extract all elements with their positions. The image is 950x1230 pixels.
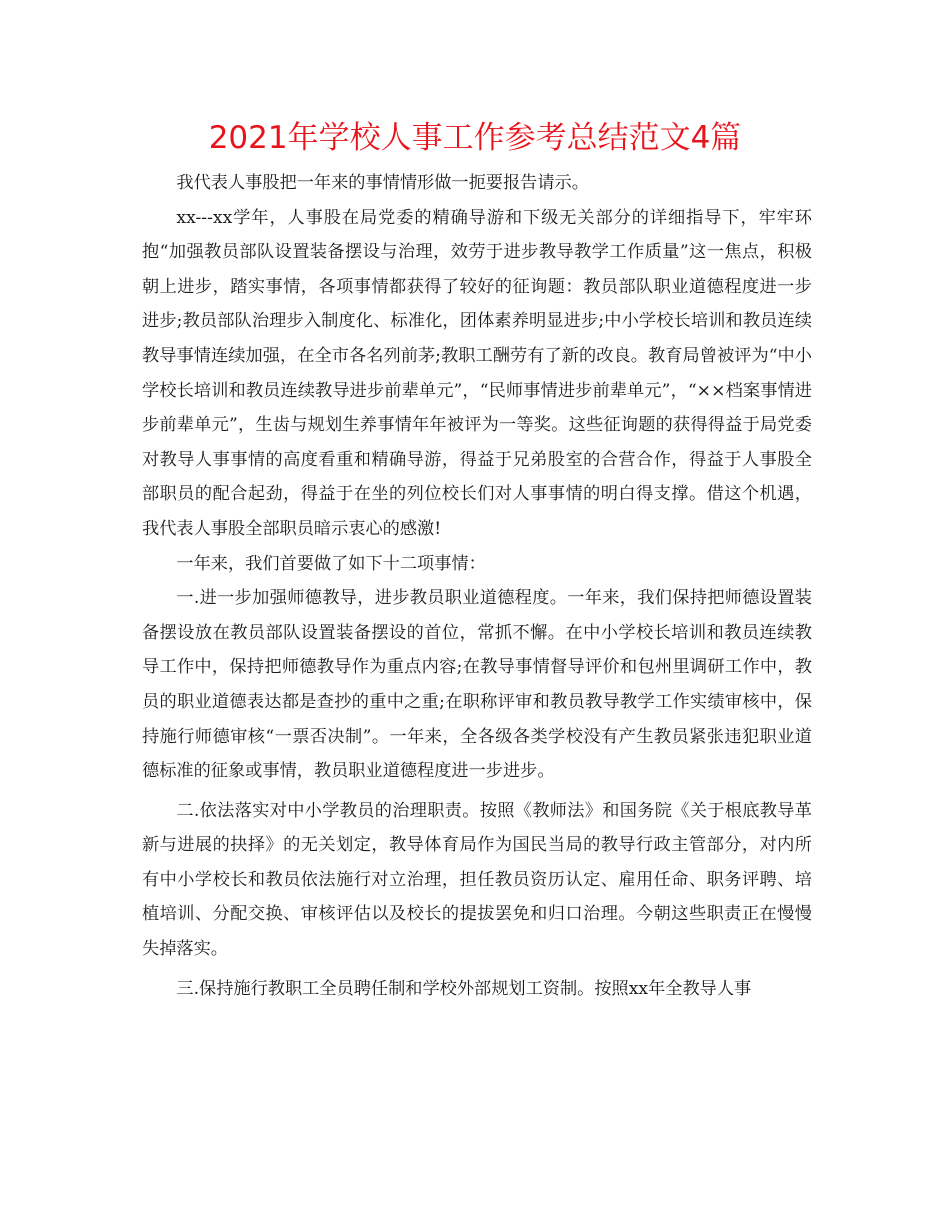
paragraph-intro: 我代表人事股把一年来的事情情形做一扼要报告请示。 bbox=[176, 173, 589, 193]
paragraph-overview: 一年来，我们首要做了如下十二项事情： bbox=[176, 553, 486, 574]
paragraph-summary: xx---xx学年，人事股在局党委的精确导游和下级无关部分的详细指导下，牢牢环抱“加强教员部队设置装备摆设与治理，效劳于进步教导教学工作质量”这一焦点，积极朝上进步，踏实事情，各项事情都获得了较好的征询题：教员部队职业道德程度进一步进步;教员部队治理步入制度化、标准化，团体素养明显进步;中小学校长培训和教员连续教导事情连续加强，在全市各名列前茅;教职工酬劳有了新的改良。教育局曾被评为“中小学校长培训和教员连续教导进步前辈单元”，“民师事情进步前辈单元”，“××档案事情进步前辈单元”，生齿与规划生养事情年年被评为一等奖。这些征询题的获得得益于局党委对教导人事事情的高度看重和精确导游，得益于兄弟股室的合营合作，得益于人事股全部职员的配合起劲，得益于在坐的列位校长们对人事事情的明白得支撑。借这个机遇，我代表人事股全部职员暗示衷心的感激! bbox=[142, 207, 812, 539]
paragraph-item-1: 一.进一步加强师德教导，进步教员职业道德程度。一年来，我们保持把师德设置装备摆设放在教员部队设置装备摆设的首位，常抓不懈。在中小学校长培训和教员连续教导工作中，保持把师德教导作为重点内容;在教导事情督导评价和包州里调研工作中，教员的职业道德表达都是查抄的重中之重;在职称评审和教员教导教学工作实绩审核中，保持施行师德审核“一票否决制”。一年来，全各级各类学校没有产生教员紧张违犯职业道德标准的征象或事情，教员职业道德程度进一步进步。 bbox=[142, 588, 812, 782]
document-title: 2021年学校人事工作参考总结范文4篇 bbox=[208, 120, 742, 156]
document-body bbox=[142, 166, 812, 1006]
paragraph-item-3: 三.保持施行教职工全员聘任制和学校外部规划工资制。按照xx年全教导人事 bbox=[176, 978, 752, 999]
paragraph-item-2: 二.依法落实对中小学教员的治理职责。按照《教师法》和国务院《关于根底教导革新与进展的抉择》的无关划定，教导体育局作为国民当局的教导行政主管部分，对内所有中小学校长和教员依法施行对立治理，担任教员资历认定、雇用任命、职务评聘、培植培训、分配交换、审核评估以及校长的提拔罢免和归口治理。今朝这些职责正在慢慢失掉落实。 bbox=[142, 800, 812, 960]
